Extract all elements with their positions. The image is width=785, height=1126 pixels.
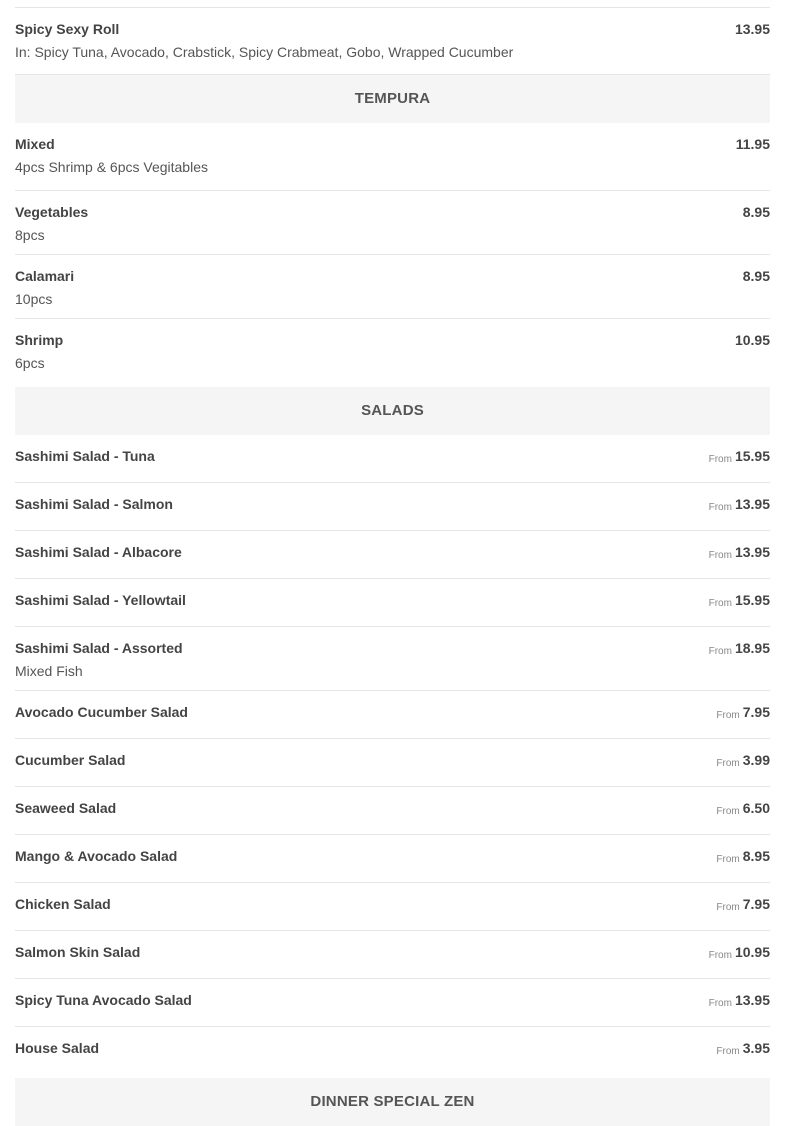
menu-item-seaweed-salad[interactable] [15,787,770,835]
item-price-wrap [709,992,770,1011]
item-name: Avocado Cucumber Salad [15,704,188,720]
menu-item-sashimi-salad-salmon[interactable] [15,483,770,531]
item-price: 3.99 [742,752,770,768]
item-name: Sashimi Salad - Assorted [15,640,183,656]
item-price-wrap [736,136,770,153]
item-price-wrap [743,204,770,221]
menu-item-sashimi-salad-tuna[interactable] [15,435,770,483]
from-label: From [708,998,732,1009]
item-name: Salmon Skin Salad [15,944,141,960]
item-price-wrap [743,268,770,285]
item-name: Spicy Sexy Roll [15,21,120,37]
item-name: Vegetables [15,204,89,220]
menu-item-salmon-skin-salad[interactable] [15,931,770,979]
divider [15,0,770,8]
from-label: From [708,646,732,657]
section-title: SALADS [361,402,424,419]
item-price: 8.95 [742,268,770,284]
item-price: 11.95 [735,136,770,152]
item-description: 10pcs [15,291,53,307]
item-price-wrap [709,448,770,467]
section-header-dinner-special-zen [15,1078,770,1126]
from-label: From [716,902,740,913]
item-name: Calamari [15,268,75,284]
item-name: Cucumber Salad [15,752,126,768]
from-label: From [716,854,740,865]
item-price: 8.95 [742,204,770,220]
from-label: From [708,550,732,561]
item-price: 6.50 [742,800,770,816]
menu-item-shrimp-tempura[interactable] [15,319,770,387]
item-description: Mixed Fish [15,663,83,679]
item-price-wrap [735,21,770,38]
item-price-wrap [709,496,770,515]
item-price-wrap [735,332,770,349]
item-name: Sashimi Salad - Salmon [15,496,173,512]
from-label: From [716,1046,740,1057]
section-title: DINNER SPECIAL ZEN [310,1093,475,1110]
section-header-salads [15,387,770,435]
item-description: 8pcs [15,227,45,243]
menu-item-spicy-sexy-roll[interactable] [15,8,770,75]
item-price-wrap [716,800,770,819]
item-price: 13.95 [734,21,770,37]
menu-item-house-salad[interactable] [15,1027,770,1078]
item-name: Chicken Salad [15,896,111,912]
item-price: 8.95 [742,848,770,864]
item-price-wrap [716,896,770,915]
item-price-wrap [709,640,770,659]
item-description: 4pcs Shrimp & 6pcs Vegitables [15,159,208,175]
from-label: From [716,758,740,769]
item-name: Seaweed Salad [15,800,117,816]
item-price: 13.95 [734,992,770,1008]
item-price: 15.95 [734,592,770,608]
menu-list [15,0,770,1126]
item-name: Sashimi Salad - Yellowtail [15,592,186,608]
item-name: Mango & Avocado Salad [15,848,178,864]
item-name: Sashimi Salad - Tuna [15,448,155,464]
item-name: Spicy Tuna Avocado Salad [15,992,192,1008]
menu-item-cucumber-salad[interactable] [15,739,770,787]
item-price: 10.95 [734,332,770,348]
item-name: Shrimp [15,332,64,348]
item-name: House Salad [15,1040,100,1056]
item-price: 15.95 [734,448,770,464]
menu-item-avocado-cucumber-salad[interactable] [15,691,770,739]
item-price-wrap [709,944,770,963]
menu-item-calamari-tempura[interactable] [15,255,770,319]
item-price-wrap [709,544,770,563]
menu-item-sashimi-salad-yellowtail[interactable] [15,579,770,627]
item-price-wrap [716,704,770,723]
item-price-wrap [709,592,770,611]
menu-item-vegetables-tempura[interactable] [15,191,770,255]
item-price: 18.95 [734,640,770,656]
from-label: From [708,502,732,513]
section-header-tempura [15,75,770,123]
item-name: Mixed [15,136,55,152]
from-label: From [716,710,740,721]
from-label: From [708,598,732,609]
section-title: TEMPURA [354,90,431,107]
from-label: From [708,950,732,961]
item-price-wrap [716,752,770,771]
from-label: From [708,454,732,465]
menu-item-sashimi-salad-albacore[interactable] [15,531,770,579]
from-label: From [716,806,740,817]
menu-item-mixed-tempura[interactable] [15,123,770,191]
menu-item-spicy-tuna-avocado-salad[interactable] [15,979,770,1027]
item-name: Sashimi Salad - Albacore [15,544,182,560]
menu-item-mango-avocado-salad[interactable] [15,835,770,883]
item-price: 10.95 [734,944,770,960]
item-price: 7.95 [742,704,770,720]
item-price: 7.95 [742,896,770,912]
menu-item-chicken-salad[interactable] [15,883,770,931]
menu-item-sashimi-salad-assorted[interactable] [15,627,770,691]
item-price-wrap [716,848,770,867]
item-price: 3.95 [742,1040,770,1056]
item-price: 13.95 [734,544,770,560]
item-description: In: Spicy Tuna, Avocado, Crabstick, Spicy Crabmeat, Gobo, Wrapped Cucumber [15,44,514,60]
item-description: 6pcs [15,355,45,371]
item-price-wrap [716,1040,770,1059]
item-price: 13.95 [734,496,770,512]
